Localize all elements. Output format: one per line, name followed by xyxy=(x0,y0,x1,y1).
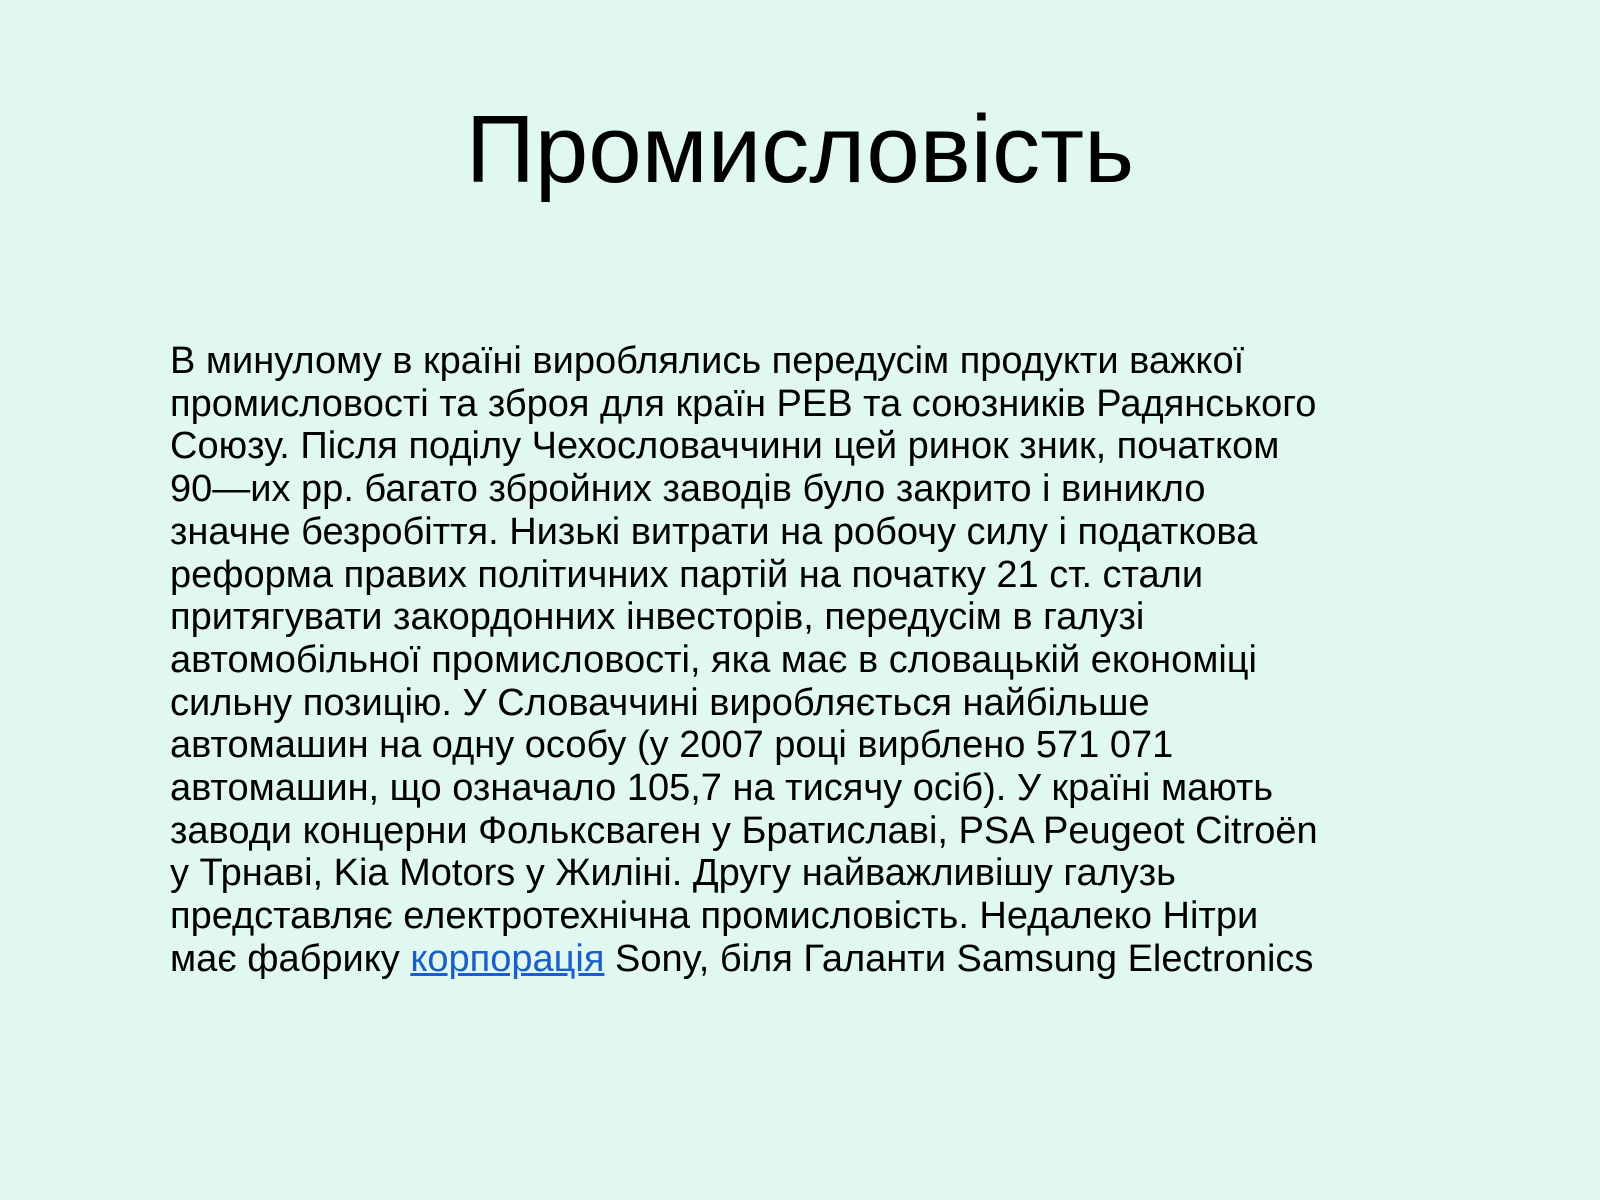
body-line: сильну позицію. У Словаччині виробляється найбільше xyxy=(170,681,1150,724)
body-line: притягувати закордонних інвесторів, передусім в галузі xyxy=(170,596,1145,639)
body-line: 90—их рр. багато збройних заводів було закрито і виникло xyxy=(170,468,1206,511)
body-line: значне безробіття. Низькі витрати на робочу силу і податкова xyxy=(170,510,1258,553)
body-line: реформа правих політичних партій на початку 21 ст. стали xyxy=(170,553,1204,596)
body-line: автомобільної промисловості, яка має в словацькій економіці xyxy=(170,638,1257,681)
slide-title: Промисловість xyxy=(465,96,1135,203)
body-line: В минулому в країні вироблялись передусім продукти важкої xyxy=(170,340,1245,382)
body-line-last xyxy=(170,938,1560,981)
body-text xyxy=(170,340,1560,981)
body-line: промисловості та зброя для країн РЕВ та союзників Радянського xyxy=(170,382,1317,425)
corporation-link[interactable]: корпорація xyxy=(410,937,605,980)
body-line: представляє електротехнічна промисловість. Недалеко Нітри xyxy=(170,895,1259,938)
last-line-before-link: має фабрику xyxy=(170,937,411,980)
body-line: заводи концерни Фольксваген у Братиславі, PSA Peugeot Citroën xyxy=(170,809,1318,852)
body-line: у Трнаві, Kia Motors у Жиліні. Другу найважливішу галузь xyxy=(170,852,1176,895)
body-line: автомашин, що означало 105,7 на тисячу осіб). У країні мають xyxy=(170,767,1274,810)
body-line: автомашин на одну особу (у 2007 році вирблено 571 071 xyxy=(170,724,1174,767)
last-line-after-link: Sony, біля Галанти Samsung Electronics xyxy=(604,937,1314,980)
body-line: Союзу. Після поділу Чехословаччини цей ринок зник, початком xyxy=(170,425,1280,468)
